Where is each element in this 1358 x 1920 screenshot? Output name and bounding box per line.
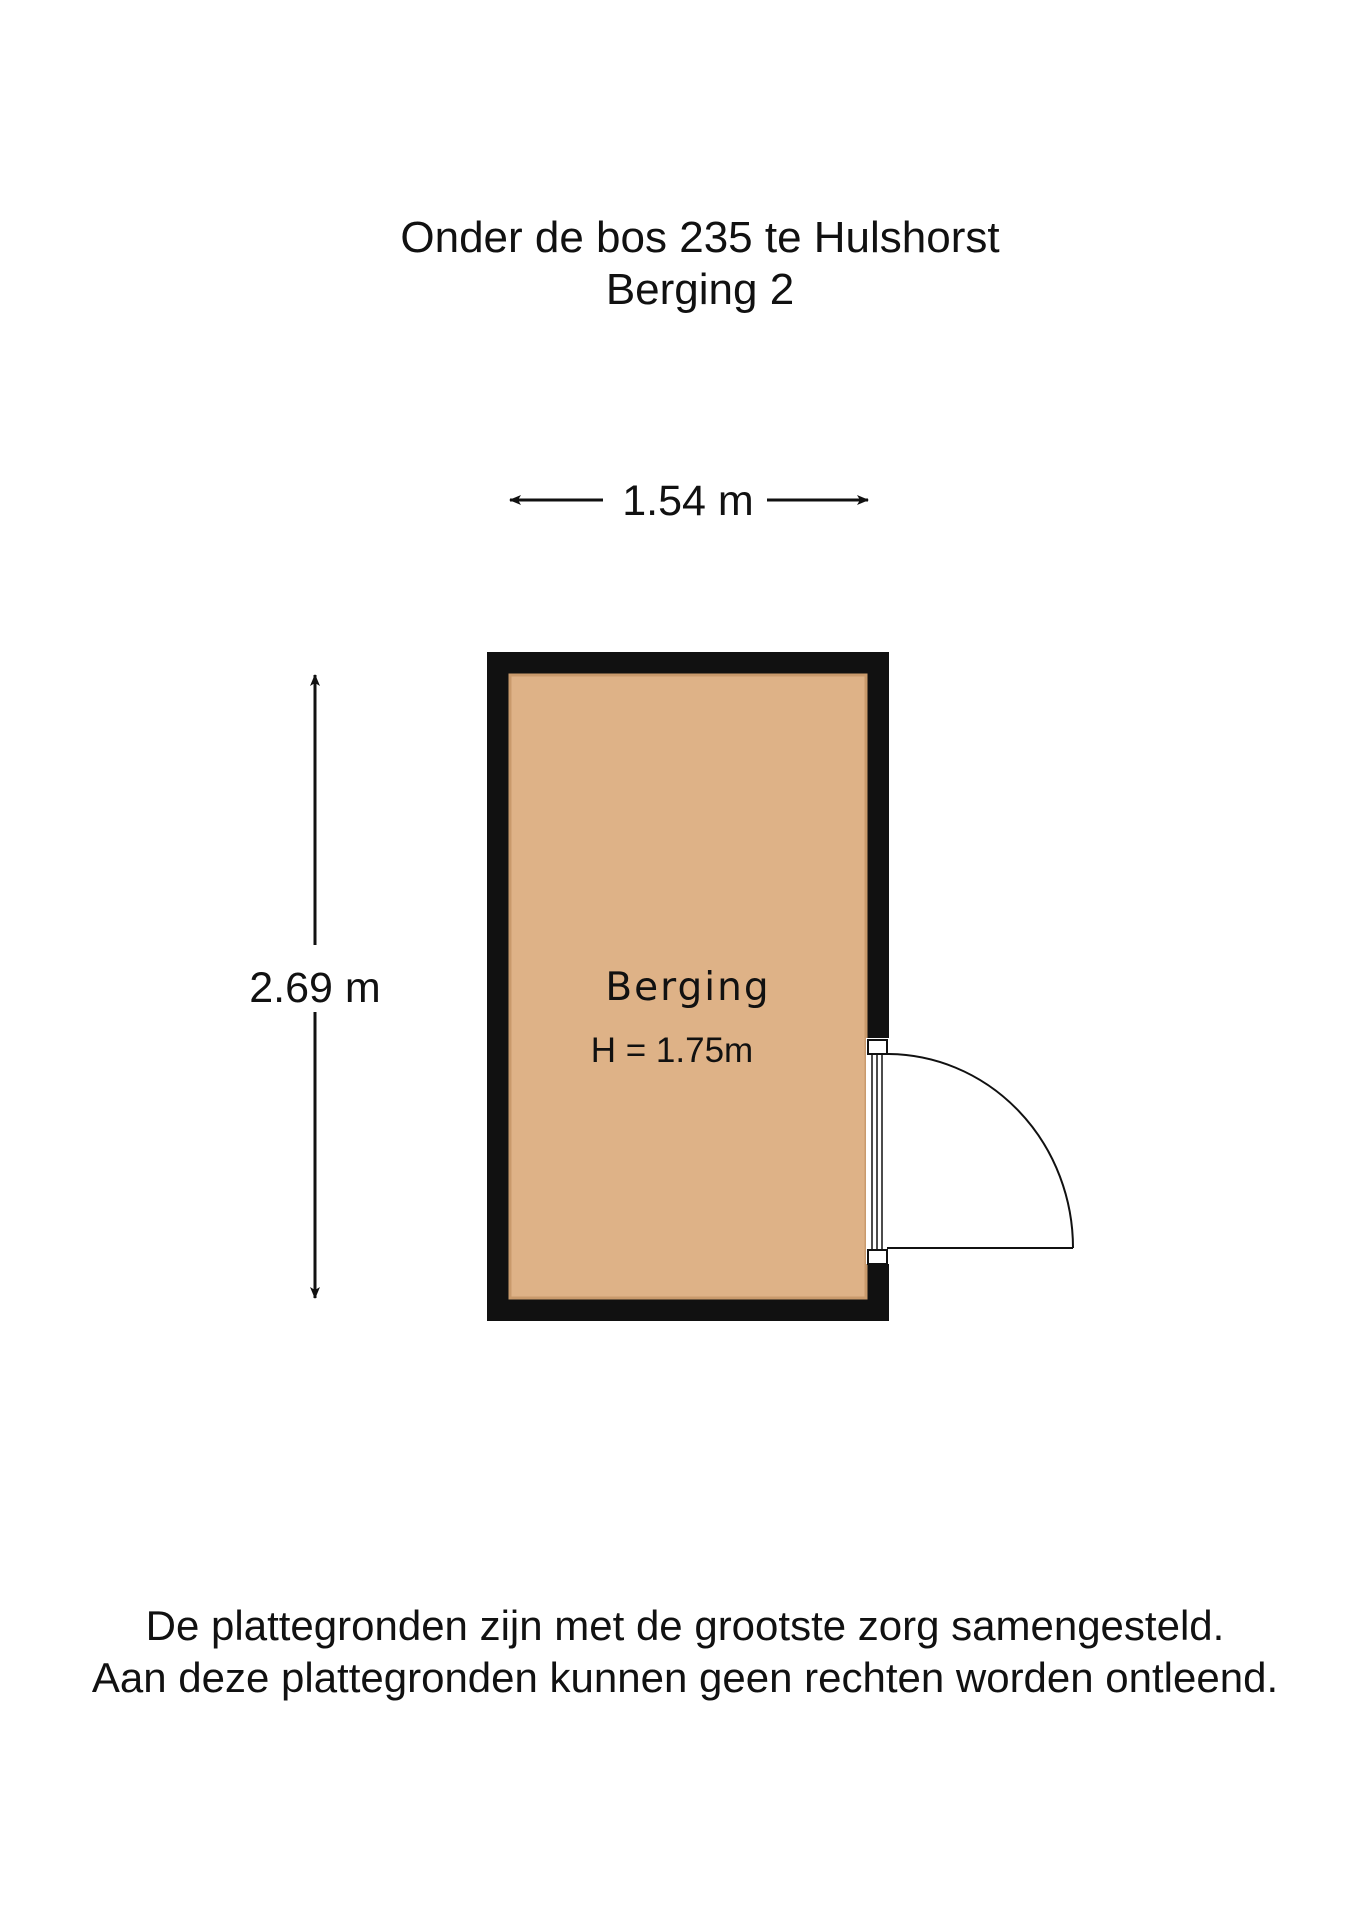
door <box>866 1038 1073 1264</box>
room-berging <box>487 652 889 1321</box>
door-frame-top <box>868 1040 887 1054</box>
room-height: H = 1.75m <box>590 1031 754 1070</box>
door-swing-arc <box>887 1054 1073 1248</box>
height-label: 2.69 m <box>249 964 381 1012</box>
disclaimer-line-2: Aan deze plattegronden kunnen geen rechten worden ontleend. <box>91 1654 1279 1701</box>
height-dimension <box>249 675 380 1298</box>
address-title: Onder de bos 235 te Hulshorst <box>400 213 1000 262</box>
width-label: 1.54 m <box>622 477 754 525</box>
room-name: Berging <box>605 965 771 1010</box>
disclaimer <box>0 1600 1358 1704</box>
disclaimer-line-1: De plattegronden zijn met de grootste zorg samengesteld. <box>145 1602 1225 1649</box>
door-frame-bottom <box>868 1250 887 1264</box>
width-dimension <box>510 477 868 525</box>
floor-subtitle: Berging 2 <box>605 265 795 314</box>
